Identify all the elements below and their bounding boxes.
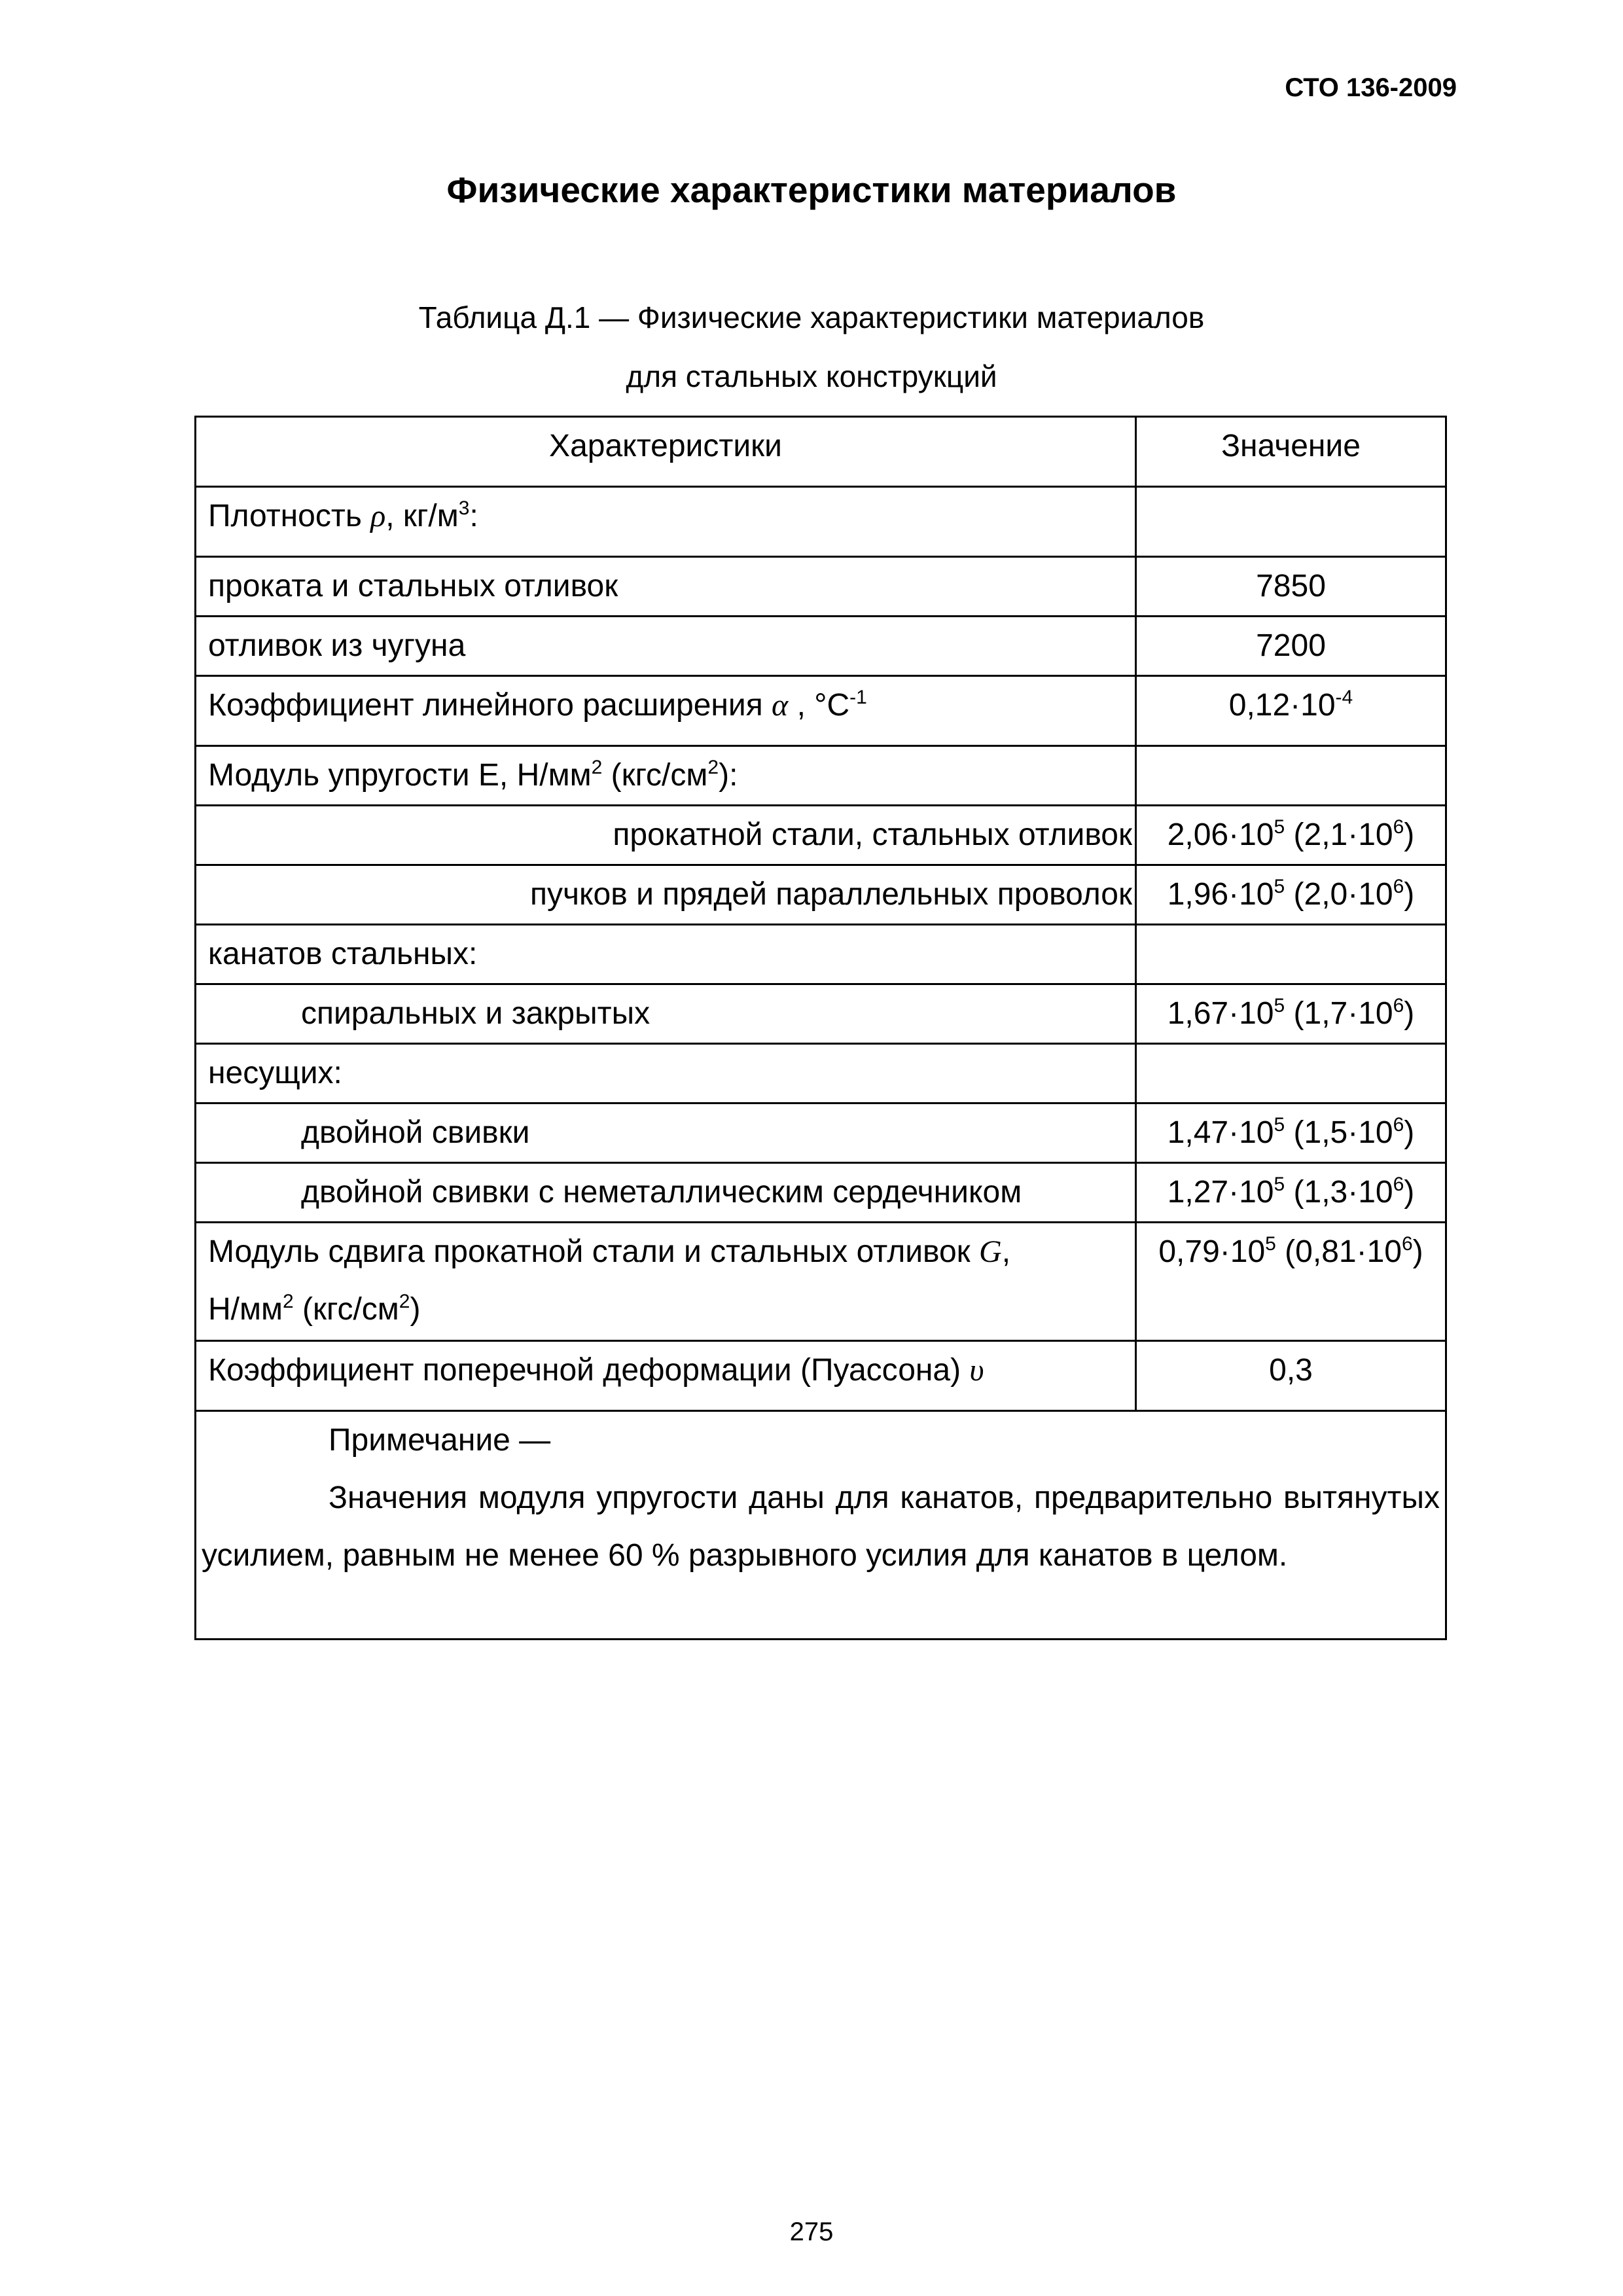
table-row: [196, 676, 1446, 746]
row-label: несущих:: [196, 1044, 1136, 1103]
table-caption-line1: Таблица Д.1 — Физические характеристики материалов: [418, 300, 1205, 334]
row-label: двойной свивки: [196, 1103, 1136, 1163]
row-label: Модуль упругости Е, $Н/мм^2$ $(кгс/см^2)$:: [196, 746, 1136, 806]
row-label: Коэффициент линейного расширения α , $^\circ С^{-1}$: [196, 676, 1136, 746]
row-value: [1136, 487, 1446, 557]
row-value: $1,27\cdot 10^5$ $(1,3\cdot 10^6)$: [1136, 1163, 1446, 1223]
row-label: прокатной стали, стальных отливок: [196, 806, 1136, 865]
table-row: [196, 487, 1446, 557]
row-value: $0,12\cdot 10^{-4}$: [1136, 676, 1446, 746]
row-label: спиральных и закрытых: [196, 984, 1136, 1044]
note-text: Значения модуля упругости даны для канатов, предварительно вытянутых усилием, равным не менее 60 % разрывного усилия для канатов в целом.: [202, 1480, 1440, 1573]
table-row: [196, 925, 1446, 984]
table-note: [196, 1411, 1446, 1640]
row-value: $1,67\cdot 10^5$ $(1,7\cdot 10^6)$: [1136, 984, 1446, 1044]
row-label: отливок из чугуна: [196, 617, 1136, 676]
row-value: $1,96\cdot 10^5$ $(2,0\cdot 10^6)$: [1136, 865, 1446, 925]
table-row: [196, 1044, 1446, 1103]
row-value: $2,06\cdot 10^5$ $(2,1\cdot 10^6)$: [1136, 806, 1446, 865]
table-row: [196, 557, 1446, 617]
row-value: 7200: [1136, 617, 1446, 676]
page-number: 275: [789, 2217, 834, 2246]
row-value: [1136, 746, 1446, 806]
row-label: Плотность ρ, $кг/м^3$:: [196, 487, 1136, 557]
header-characteristics: Характеристики: [196, 417, 1136, 487]
table-row: [196, 1163, 1446, 1223]
header-value: Значение: [1136, 417, 1446, 487]
row-value: 0,3: [1136, 1341, 1446, 1411]
table-caption-line2: для стальных конструкций: [626, 359, 997, 393]
row-label: Модуль сдвига прокатной стали и стальных отливок G, $Н/мм^2$ $(кгс/см^2)$: [196, 1223, 1136, 1341]
properties-table: [194, 416, 1447, 1640]
note-row: [196, 1411, 1446, 1640]
document-code: СТО 136-2009: [1285, 73, 1457, 102]
row-value: 7850: [1136, 557, 1446, 617]
row-label: проката и стальных отливок: [196, 557, 1136, 617]
row-label: пучков и прядей параллельных проволок: [196, 865, 1136, 925]
row-label: двойной свивки с неметаллическим сердечником: [196, 1163, 1136, 1223]
row-label: Коэффициент поперечной деформации (Пуассона) υ: [196, 1341, 1136, 1411]
row-value: $0,79\cdot 10^5$ $(0,81\cdot 10^6)$: [1136, 1223, 1446, 1341]
table-header-row: [196, 417, 1446, 487]
table-row: [196, 806, 1446, 865]
row-label: канатов стальных:: [196, 925, 1136, 984]
table-row: [196, 1103, 1446, 1163]
note-title: Примечание —: [329, 1423, 551, 1458]
table-row: [196, 617, 1446, 676]
row-value: $1,47\cdot 10^5$ $(1,5\cdot 10^6)$: [1136, 1103, 1446, 1163]
table-row: [196, 746, 1446, 806]
table-row: [196, 1341, 1446, 1411]
row-value: [1136, 925, 1446, 984]
table-row: [196, 984, 1446, 1044]
page-title: Физические характеристики материалов: [446, 170, 1177, 210]
table-row: [196, 1223, 1446, 1341]
row-value: [1136, 1044, 1446, 1103]
table-row: [196, 865, 1446, 925]
